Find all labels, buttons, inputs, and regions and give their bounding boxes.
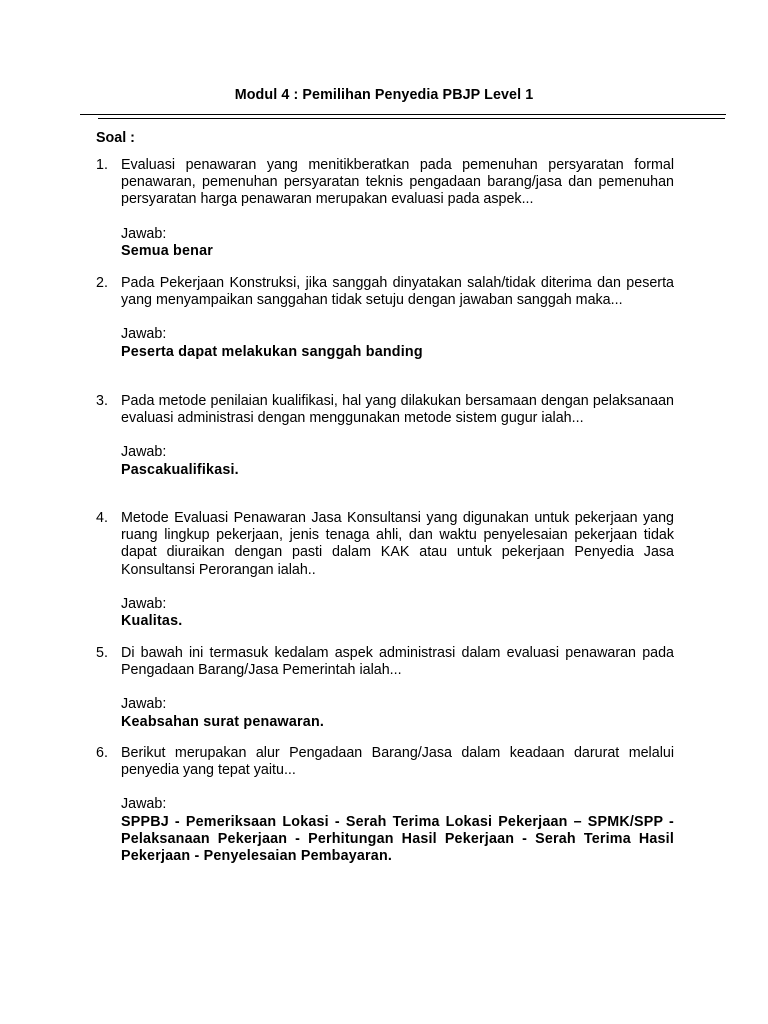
question-text: Pada Pekerjaan Konstruksi, jika sanggah dinyatakan salah/tidak diterima dan peserta yang menyampaikan sanggahan tidak setuju dengan jawaban sanggah maka... — [121, 275, 674, 309]
title-divider-top — [80, 114, 726, 115]
question-item-3 — [96, 393, 674, 479]
answer-label: Jawab: — [121, 696, 167, 713]
question-item-6 — [96, 745, 674, 865]
question-item-5 — [96, 645, 674, 731]
answer-text: Kualitas. — [121, 613, 183, 630]
question-number: 4. — [96, 510, 108, 526]
page-title: Modul 4 : Pemilihan Penyedia PBJP Level 1 — [234, 87, 534, 103]
answer-label: Jawab: — [121, 326, 167, 343]
question-number: 1. — [96, 157, 108, 173]
question-item-4 — [96, 510, 674, 630]
question-number: 6. — [96, 745, 108, 761]
title-divider-bottom — [98, 118, 725, 119]
answer-label: Jawab: — [121, 225, 167, 242]
question-text: Di bawah ini termasuk kedalam aspek administrasi dalam evaluasi penawaran pada Pengadaan Barang/Jasa Pemerintah ialah... — [121, 645, 674, 679]
question-text: Pada metode penilaian kualifikasi, hal yang dilakukan bersamaan dengan pelaksanaan evaluasi administrasi dengan menggunakan metode sistem gugur ialah... — [121, 393, 674, 427]
section-label: Soal : — [96, 130, 135, 146]
question-text: Metode Evaluasi Penawaran Jasa Konsultansi yang digunakan untuk pekerjaan yang ruang lingkup pekerjaan, jenis tenaga ahli, dan waktu penyelesaian pekerjaan tidak dapat diuraikan dengan pasti dalam KAK atau untuk pekerjaan Penyedia Jasa Konsultansi Perorangan ialah.. — [121, 510, 674, 578]
question-text: Evaluasi penawaran yang menitikberatkan pada pemenuhan persyaratan formal penawaran, pemenuhan persyaratan teknis pengadaan barang/jasa dan pemenuhan persyaratan harga penawaran merupakan evaluasi pada aspek... — [121, 157, 674, 208]
question-item-1 — [96, 157, 674, 260]
question-text: Berikut merupakan alur Pengadaan Barang/Jasa dalam keadaan darurat melalui penyedia yang tepat yaitu... — [121, 745, 674, 779]
answer-text: Semua benar — [121, 242, 213, 259]
question-number: 3. — [96, 393, 108, 409]
answer-label: Jawab: — [121, 444, 167, 461]
question-number: 2. — [96, 275, 108, 291]
answer-label: Jawab: — [121, 796, 167, 813]
answer-text: SPPBJ - Pemeriksaan Lokasi - Serah Terima Lokasi Pekerjaan – SPMK/SPP - Pelaksanaan Pekerjaan - Perhitungan Hasil Pekerjaan - Serah Terima Hasil Pekerjaan - Penyelesaian Pembayaran. — [121, 813, 674, 865]
answer-label: Jawab: — [121, 595, 167, 612]
answer-text: Pascakualifikasi. — [121, 461, 239, 478]
question-number: 5. — [96, 645, 108, 661]
answer-text: Peserta dapat melakukan sanggah banding — [121, 343, 423, 360]
answer-text: Keabsahan surat penawaran. — [121, 713, 325, 730]
question-item-2 — [96, 275, 674, 361]
